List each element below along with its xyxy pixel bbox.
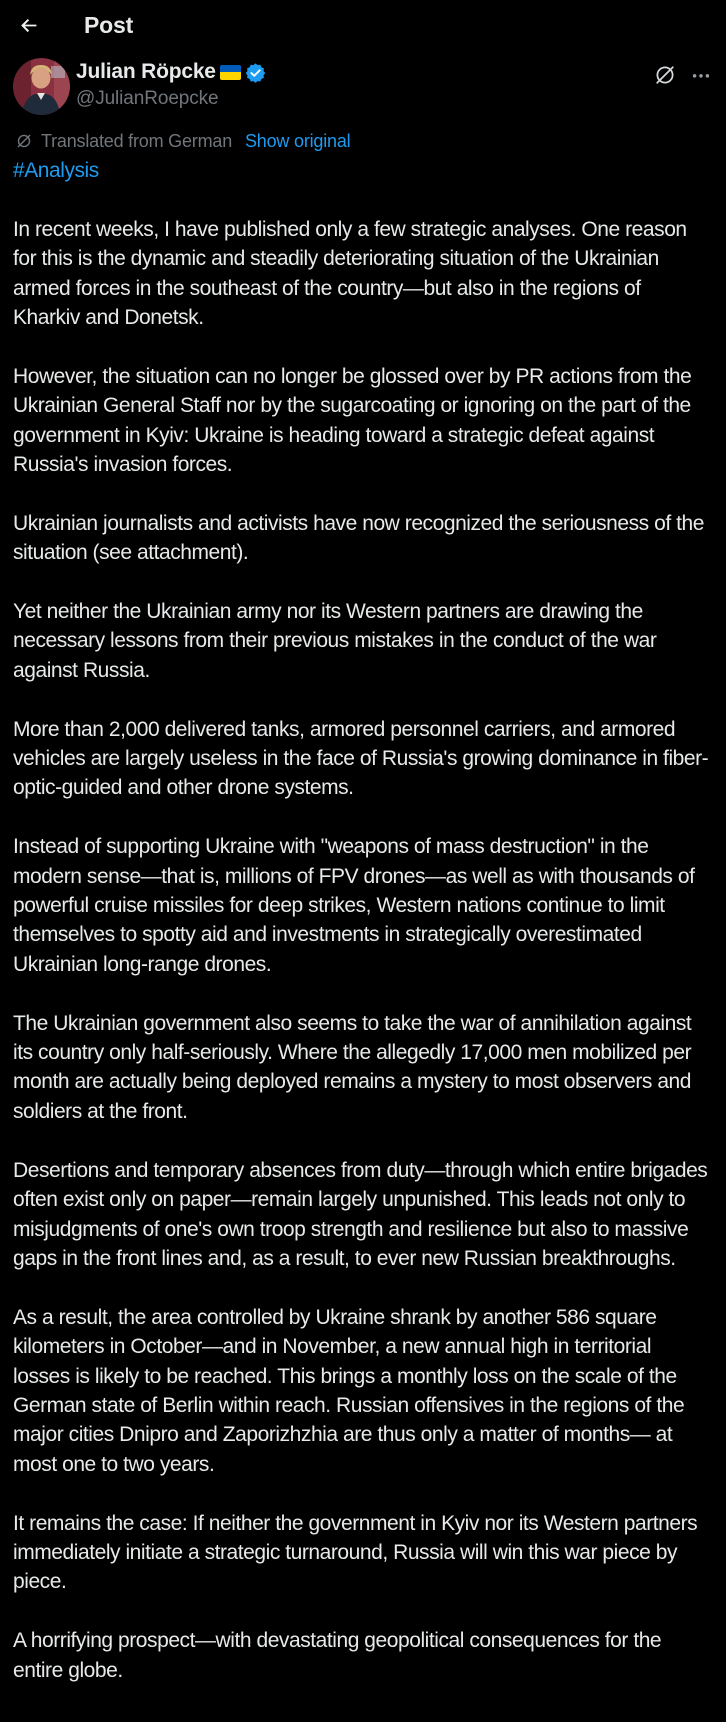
post-paragraph: Instead of supporting Ukraine with "weapons of mass destruction" in the modern sense—that is, millions of FPV drones—as well as with thousands of powerful cruise missiles for deep strikes, Western nations continue to limit themselves to spotty aid and investments in strategically overestimated Ukrainian long-range drones. xyxy=(13,835,695,976)
author-row xyxy=(0,50,726,115)
user-handle[interactable]: @JulianRoepcke xyxy=(76,88,219,109)
header-actions xyxy=(654,58,712,86)
arrow-left-icon xyxy=(18,15,39,36)
hashtag-line xyxy=(13,156,712,185)
post-paragraph: Yet neither the Ukrainian army nor its Western partners are drawing the necessary lessons from their previous mistakes in the conduct of the war against Russia. xyxy=(13,600,657,682)
post-paragraph: In recent weeks, I have published only a few strategic analyses. One reason for this is the dynamic and steadily deteriorating situation of the Ukrainian armed forces in the southeast of the country—but also in the regions of Kharkiv and Donetsk. xyxy=(13,217,687,330)
translated-row xyxy=(0,131,726,151)
page-title: Post xyxy=(84,11,134,38)
post-paragraph: As a result, the area controlled by Ukraine shrank by another 586 square kilometers in October—and in November, a new annual high in territorial losses is likely to be reached. This brings a monthly loss on the scale of the German state of Berlin within reach. Russian offensives in the regions of the major cities Dnipro and Zaporizhzhia are thus only a matter of months— at most one to two years. xyxy=(13,1305,685,1476)
more-menu-icon xyxy=(690,64,712,86)
post-paragraph: Desertions and temporary absences from duty—through which entire brigades often exist only on paper—remain largely unpunished. This leads not only to misjudgments of one's own troop strength and resilience but also to massive gaps in the front lines and, as a result, to ever new Russian breakthroughs. xyxy=(13,1158,708,1270)
post-text xyxy=(0,156,726,1685)
display-name[interactable]: Julian Röpcke xyxy=(76,60,216,83)
ukraine-flag-icon xyxy=(220,65,241,80)
post-paragraph: However, the situation can no longer be glossed over by PR actions from the Ukrainian General Staff nor by the sugarcoating or ignoring on the part of the government in Kyiv: Ukraine is heading toward a strategic defeat against Russia's invasion forces. xyxy=(13,364,692,477)
name-line xyxy=(76,59,654,85)
grok-button[interactable] xyxy=(654,64,676,86)
grok-translate-icon xyxy=(16,133,32,149)
post-paragraph: It remains the case: If neither the government in Kyiv nor its Western partners immediately initiate a strategic turnaround, Russia will win this war piece by piece. xyxy=(13,1511,698,1594)
back-button[interactable] xyxy=(16,13,40,37)
top-bar xyxy=(0,0,726,50)
author-names xyxy=(76,58,654,110)
hashtag-link[interactable]: #Analysis xyxy=(13,159,99,182)
post-paragraph: A horrifying prospect—with devastating geopolitical consequences for the entire globe. xyxy=(13,1629,662,1682)
avatar[interactable] xyxy=(13,58,70,115)
post-paragraph: Ukrainian journalists and activists have now recognized the seriousness of the situation (see attachment). xyxy=(13,511,704,565)
grok-icon xyxy=(654,64,676,86)
show-original-link[interactable]: Show original xyxy=(245,130,351,151)
post-paragraph: More than 2,000 delivered tanks, armored personnel carriers, and armored vehicles are largely useless in the face of Russia's growing dominance in fiber-optic-guided and other drone systems. xyxy=(13,717,709,800)
post-paragraph: The Ukrainian government also seems to take the war of annihilation against its country only half-seriously. Where the allegedly 17,000 men mobilized per month are actually being deployed remains a mystery to most observers and soldiers at the front. xyxy=(13,1011,692,1123)
translated-label: Translated from German xyxy=(41,130,232,151)
verified-badge-icon xyxy=(245,62,266,83)
more-button[interactable] xyxy=(690,64,712,86)
